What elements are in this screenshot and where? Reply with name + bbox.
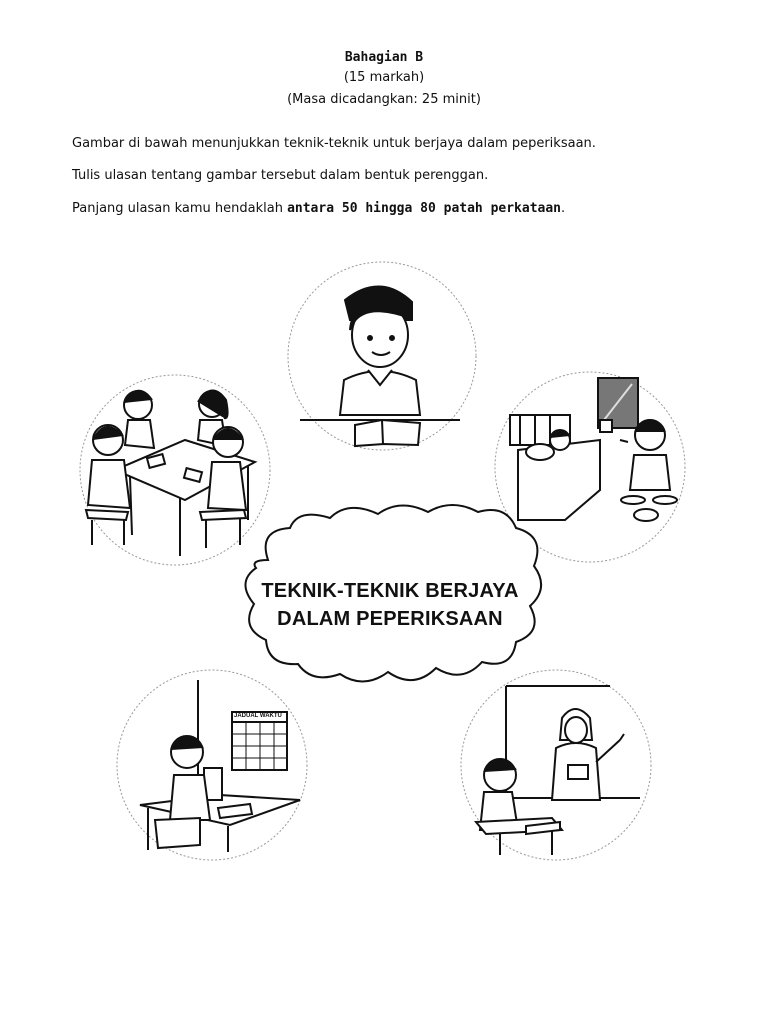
timetable-label: JADUAL WAKTU <box>234 713 282 719</box>
cloud-title-line-1: TEKNIK-TEKNIK BERJAYA <box>261 580 519 602</box>
instruction-line-2: Tulis ulasan tentang gambar tersebut dalam bentuk perenggan. <box>72 168 489 183</box>
word-count-requirement: antara 50 hingga 80 patah perkataan <box>287 201 562 216</box>
group-discussion-illustration <box>86 390 255 556</box>
cloud-title-line-2: DALAM PEPERIKSAAN <box>277 608 503 630</box>
timetable-study-illustration <box>140 680 300 852</box>
time-label: (Masa dicadangkan: 25 minit) <box>287 92 481 107</box>
marks-label: (15 markah) <box>343 70 425 85</box>
teacher-class-illustration <box>476 686 640 855</box>
instruction-line-3-prefix: Panjang ulasan kamu hendaklah <box>72 201 288 216</box>
section-title: Bahagian B <box>344 50 424 65</box>
rest-and-eat-illustration <box>510 378 677 521</box>
instruction-line-1: Gambar di bawah menunjukkan teknik-teknik untuk berjaya dalam peperiksaan. <box>72 136 596 151</box>
boy-reading-illustration <box>300 286 460 446</box>
instruction-line-3-suffix: . <box>561 201 566 216</box>
